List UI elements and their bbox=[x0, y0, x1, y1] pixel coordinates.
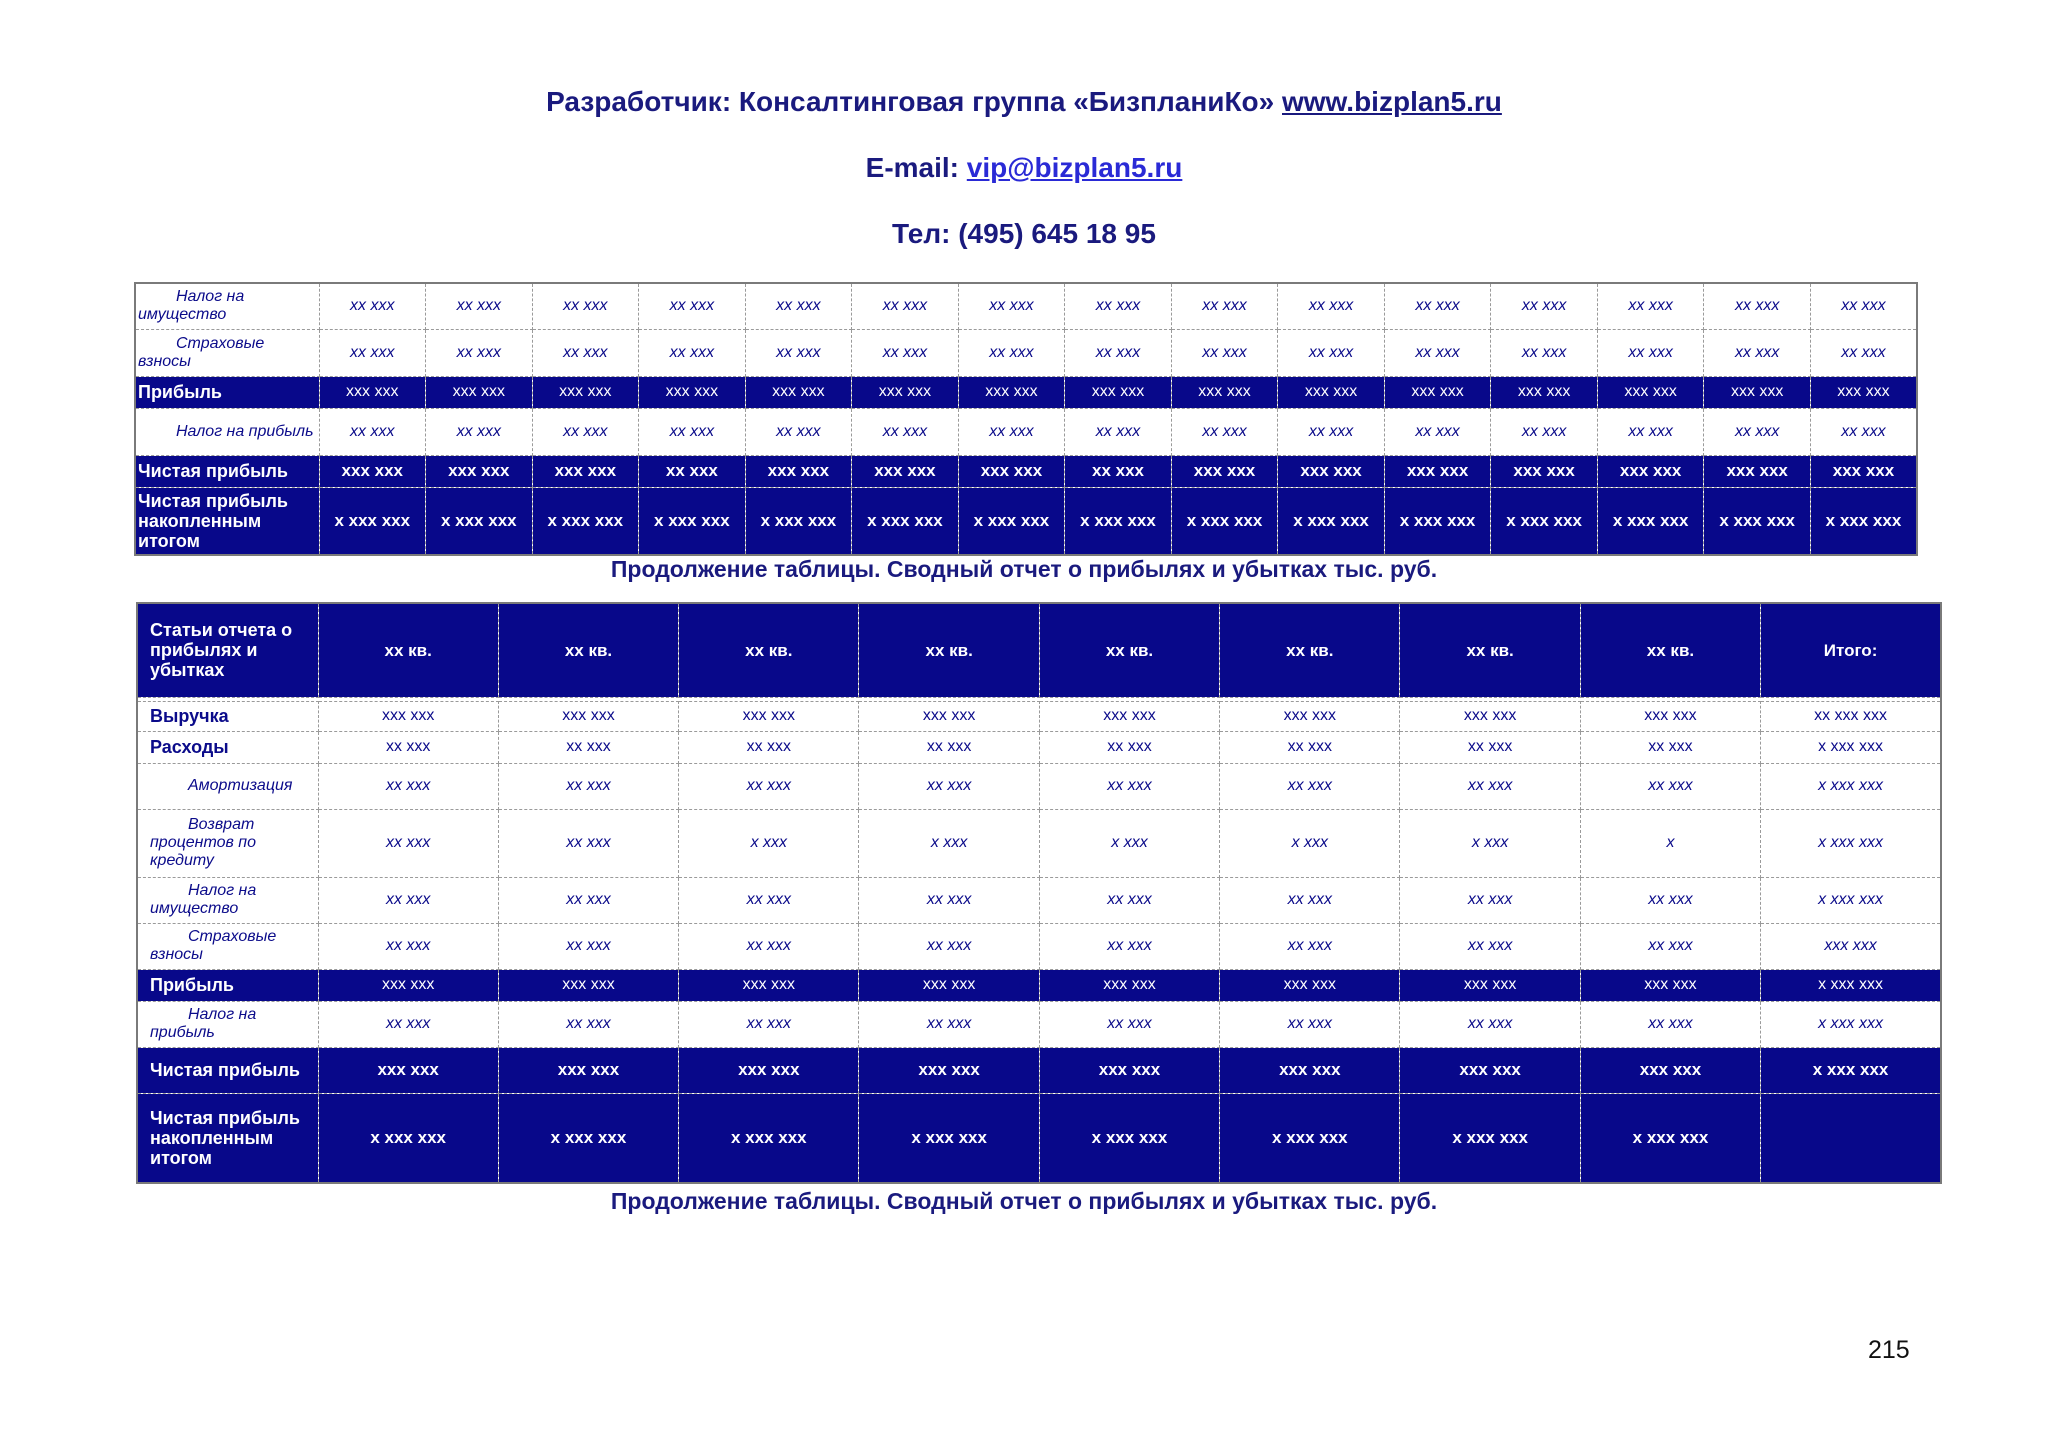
table-cell: xxx xxx bbox=[1491, 376, 1598, 408]
table-row bbox=[135, 455, 1917, 487]
table-cell: xxx xxx bbox=[498, 1047, 678, 1093]
pl-table-part1 bbox=[134, 282, 1918, 556]
table-cell: xx xxx bbox=[1039, 877, 1219, 923]
table-cell: xxx xxx bbox=[745, 376, 852, 408]
developer-line bbox=[0, 86, 2048, 118]
table-cell: x xxx xxx bbox=[1491, 487, 1598, 555]
table-cell: xx xxx bbox=[1597, 408, 1704, 455]
table-cell: xxx xxx bbox=[318, 1047, 498, 1093]
table-cell: xx xxx bbox=[679, 1001, 859, 1047]
table-cell: xxx xxx bbox=[852, 376, 959, 408]
table-row bbox=[137, 1093, 1941, 1183]
table-cell: xxx xxx bbox=[1580, 1047, 1760, 1093]
table-cell: x xxx xxx bbox=[532, 487, 639, 555]
table-cell: xxx xxx bbox=[319, 455, 426, 487]
row-label: Налог на прибыль bbox=[137, 1001, 318, 1047]
table-cell: xx xxx bbox=[679, 731, 859, 763]
table-cell: xx кв. bbox=[498, 603, 678, 697]
table-cell: xx xxx bbox=[1039, 923, 1219, 969]
table-cell: xx xxx bbox=[498, 877, 678, 923]
table-cell: xx xxx bbox=[1220, 923, 1400, 969]
table-cell: xxx xxx bbox=[1171, 455, 1278, 487]
table-cell: xx кв. bbox=[318, 603, 498, 697]
table-cell: xxx xxx bbox=[1039, 969, 1219, 1001]
table-row bbox=[135, 408, 1917, 455]
table-cell: xxx xxx bbox=[679, 969, 859, 1001]
table-cell: xx xxx bbox=[1278, 408, 1385, 455]
table-cell: x xxx xxx bbox=[318, 1093, 498, 1183]
table-cell: xx xxx bbox=[1580, 1001, 1760, 1047]
email-line bbox=[0, 152, 2048, 184]
pl-table-part2 bbox=[136, 602, 1942, 1184]
table-cell: x xxx bbox=[679, 809, 859, 877]
table-cell: xxx xxx bbox=[1400, 701, 1580, 731]
table-cell: x xxx xxx bbox=[1384, 487, 1491, 555]
table-cell: xx xxx bbox=[319, 283, 426, 329]
table-row bbox=[137, 701, 1941, 731]
table-cell: xx xxx bbox=[745, 283, 852, 329]
table-cell: xx xxx bbox=[1039, 731, 1219, 763]
table-cell: x xxx xxx bbox=[1400, 1093, 1580, 1183]
table-cell: xxx xxx bbox=[1039, 701, 1219, 731]
table-cell: xx xxx bbox=[639, 455, 746, 487]
table-cell: xx xxx bbox=[639, 329, 746, 376]
table-cell: xxx xxx bbox=[1384, 455, 1491, 487]
table-cell: xx xxx bbox=[426, 283, 533, 329]
table-cell: x xxx xxx bbox=[1761, 1001, 1941, 1047]
table-cell: xx xxx bbox=[639, 408, 746, 455]
table-cell: xx xxx bbox=[532, 408, 639, 455]
table-cell: x xxx xxx bbox=[1761, 877, 1941, 923]
table-cell: xx xxx bbox=[852, 283, 959, 329]
site-link[interactable]: www.bizplan5.ru bbox=[1282, 86, 1502, 117]
table-cell: xx xxx bbox=[318, 1001, 498, 1047]
row-label: Выручка bbox=[137, 701, 318, 731]
table-row bbox=[137, 763, 1941, 809]
table-cell: xxx xxx bbox=[1491, 455, 1598, 487]
table-cell: xxx xxx bbox=[532, 376, 639, 408]
table-row bbox=[137, 809, 1941, 877]
table-cell: xxx xxx bbox=[498, 701, 678, 731]
table-cell: xx xxx bbox=[1039, 1001, 1219, 1047]
table-cell: xxx xxx bbox=[1278, 455, 1385, 487]
table-cell: xx кв. bbox=[679, 603, 859, 697]
table-header-row bbox=[137, 603, 1941, 697]
table-cell: xx кв. bbox=[859, 603, 1039, 697]
table-cell: xxx xxx bbox=[1704, 376, 1811, 408]
table-cell: x xxx xxx bbox=[1171, 487, 1278, 555]
table-cell: xx xxx bbox=[1580, 877, 1760, 923]
table-cell: xx xxx bbox=[745, 408, 852, 455]
table-cell: xx xxx bbox=[1278, 329, 1385, 376]
table-row bbox=[135, 487, 1917, 555]
table-cell: x xxx xxx bbox=[852, 487, 959, 555]
table-cell: xx кв. bbox=[1220, 603, 1400, 697]
table-cell: xx xxx bbox=[319, 408, 426, 455]
table-caption: Продолжение таблицы. Сводный отчет о прибылях и убытках тыс. руб. bbox=[610, 556, 1438, 582]
table-cell: xx xxx bbox=[1491, 329, 1598, 376]
table-cell: xx xxx bbox=[1704, 329, 1811, 376]
table-cell: xxx xxx bbox=[1384, 376, 1491, 408]
table-cell: xx xxx bbox=[1278, 283, 1385, 329]
table-cell: xxx xxx bbox=[1171, 376, 1278, 408]
row-label: Прибыль bbox=[137, 969, 318, 1001]
table-cell: xxx xxx bbox=[679, 1047, 859, 1093]
table-cell: x xxx xxx bbox=[1278, 487, 1385, 555]
table-cell: xx xxx bbox=[532, 283, 639, 329]
table-cell: xx xxx bbox=[958, 283, 1065, 329]
table-cell: x xxx xxx bbox=[1761, 731, 1941, 763]
table-cell: xxx xxx bbox=[426, 376, 533, 408]
table-row bbox=[137, 1047, 1941, 1093]
table-cell: xxx xxx bbox=[859, 1047, 1039, 1093]
table-cell: x xxx xxx bbox=[639, 487, 746, 555]
email-link[interactable]: vip@bizplan5.ru bbox=[966, 152, 1183, 183]
table-cell: xx xxx bbox=[1220, 1001, 1400, 1047]
table-cell: xx xxx bbox=[498, 923, 678, 969]
table-cell: xx xxx bbox=[318, 877, 498, 923]
table-cell: xxx xxx bbox=[745, 455, 852, 487]
table-cell: xx xxx bbox=[1400, 763, 1580, 809]
table-cell: xx xxx bbox=[1491, 283, 1598, 329]
table-cell: x xxx xxx bbox=[1580, 1093, 1760, 1183]
table-cell: xx xxx bbox=[1065, 408, 1172, 455]
table-cell: xxx xxx bbox=[319, 376, 426, 408]
table-cell: xx xxx bbox=[318, 809, 498, 877]
table-cell: xxx xxx bbox=[958, 376, 1065, 408]
table-cell: xx xxx bbox=[1580, 731, 1760, 763]
table-cell: xx xxx bbox=[1400, 877, 1580, 923]
table-cell: xx xxx bbox=[1810, 329, 1917, 376]
table-cell: xx xxx bbox=[1704, 408, 1811, 455]
table-cell: xx xxx bbox=[859, 763, 1039, 809]
table-cell: x xxx xxx bbox=[1761, 809, 1941, 877]
table-cell: xx xxx bbox=[1171, 283, 1278, 329]
table-row bbox=[137, 1001, 1941, 1047]
row-label: Чистая прибыль накопленным итогом bbox=[137, 1093, 318, 1183]
table-cell: xx xxx bbox=[1065, 455, 1172, 487]
table-cell: xx xxx bbox=[852, 408, 959, 455]
phone-line: Тел: (495) 645 18 95 bbox=[892, 218, 1156, 249]
table-cell: xx кв. bbox=[1039, 603, 1219, 697]
table-cell: xx xxx bbox=[1384, 408, 1491, 455]
table-cell: x xxx xxx bbox=[1597, 487, 1704, 555]
table-cell: xxx xxx bbox=[1400, 969, 1580, 1001]
table-cell: xx xxx bbox=[1220, 877, 1400, 923]
table-cell: xx xxx bbox=[1580, 763, 1760, 809]
table-cell: x xxx xxx bbox=[1761, 969, 1941, 1001]
table-cell: x xxx xxx bbox=[1761, 1047, 1941, 1093]
table-cell: xxx xxx bbox=[679, 701, 859, 731]
table-cell: xx xxx bbox=[859, 923, 1039, 969]
table-cell: x xxx xxx bbox=[1810, 487, 1917, 555]
table-cell: x xxx xxx bbox=[498, 1093, 678, 1183]
page-number: 215 bbox=[1868, 1336, 1910, 1364]
table-cell: Итого: bbox=[1761, 603, 1941, 697]
table-cell: x xxx xxx bbox=[1704, 487, 1811, 555]
table-cell: xx xxx bbox=[1384, 283, 1491, 329]
table-cell: x xxx xxx bbox=[859, 1093, 1039, 1183]
table-cell: xx xxx bbox=[859, 877, 1039, 923]
table-cell bbox=[1761, 1093, 1941, 1183]
table-cell: xxx xxx bbox=[498, 969, 678, 1001]
table-cell: xx xxx bbox=[958, 329, 1065, 376]
table-cell: xx xxx bbox=[1400, 923, 1580, 969]
table-cell: x xxx xxx bbox=[679, 1093, 859, 1183]
table-cell: xx xxx bbox=[1220, 763, 1400, 809]
table-cell: xxx xxx bbox=[1220, 701, 1400, 731]
table-cell: xxx xxx bbox=[1278, 376, 1385, 408]
row-label: Налог на имущество bbox=[135, 283, 319, 329]
table-cell: xxx xxx bbox=[1220, 969, 1400, 1001]
table-cell: xx xxx bbox=[1704, 283, 1811, 329]
table-cell: xx xxx bbox=[498, 1001, 678, 1047]
table-cell: xxx xxx bbox=[1220, 1047, 1400, 1093]
table-cell: xx xxx bbox=[679, 877, 859, 923]
row-label: Прибыль bbox=[135, 376, 319, 408]
email-label: E-mail: bbox=[865, 152, 959, 183]
table-cell: xx xxx bbox=[426, 329, 533, 376]
table-cell: xx xxx bbox=[1597, 283, 1704, 329]
table-cell: xx xxx bbox=[1597, 329, 1704, 376]
table-cell: xx xxx bbox=[1171, 329, 1278, 376]
table-cell: xx xxx bbox=[1039, 763, 1219, 809]
table-cell: xxx xxx bbox=[859, 969, 1039, 1001]
table-cell: xx xxx bbox=[745, 329, 852, 376]
table-row bbox=[135, 376, 1917, 408]
table-cell: x xxx bbox=[1400, 809, 1580, 877]
table-cell: xx xxx bbox=[859, 1001, 1039, 1047]
table-cell: xx xxx bbox=[1400, 1001, 1580, 1047]
table-cell: xx xxx bbox=[1065, 283, 1172, 329]
table-cell: xxx xxx bbox=[1810, 455, 1917, 487]
table-cell: xx xxx bbox=[1220, 731, 1400, 763]
table-caption: Продолжение таблицы. Сводный отчет о прибылях и убытках тыс. руб. bbox=[610, 1188, 1438, 1214]
table-cell: x xxx bbox=[1220, 809, 1400, 877]
table-row bbox=[137, 969, 1941, 1001]
developer-label: Разработчик: Консалтинговая группа «БизпланиКо» bbox=[546, 86, 1275, 117]
table-cell: xxx xxx bbox=[1039, 1047, 1219, 1093]
table-row bbox=[137, 877, 1941, 923]
row-label: Налог на имущество bbox=[137, 877, 318, 923]
table-cell: xx xxx bbox=[498, 731, 678, 763]
table-cell: xxx xxx bbox=[1400, 1047, 1580, 1093]
row-label: Расходы bbox=[137, 731, 318, 763]
table-cell: x xxx xxx bbox=[1220, 1093, 1400, 1183]
row-label: Налог на прибыль bbox=[135, 408, 319, 455]
table-cell: xx кв. bbox=[1400, 603, 1580, 697]
table-cell: x xxx xxx bbox=[958, 487, 1065, 555]
table-row bbox=[135, 283, 1917, 329]
table-cell: xxx xxx bbox=[1580, 701, 1760, 731]
row-label: Страховые взносы bbox=[137, 923, 318, 969]
table-cell: x xxx xxx bbox=[1039, 1093, 1219, 1183]
table-cell: xx xxx bbox=[1400, 731, 1580, 763]
table-cell: xx xxx bbox=[532, 329, 639, 376]
table-cell: xx xxx bbox=[852, 329, 959, 376]
table-cell: xx xxx bbox=[679, 763, 859, 809]
table-cell: xxx xxx bbox=[1704, 455, 1811, 487]
table-cell: x xxx xxx bbox=[745, 487, 852, 555]
row-label: Страховые взносы bbox=[135, 329, 319, 376]
table-cell: x xxx xxx bbox=[1761, 763, 1941, 809]
table-cell: xx xxx bbox=[1491, 408, 1598, 455]
table-cell: xx xxx bbox=[319, 329, 426, 376]
table-cell: xx кв. bbox=[1580, 603, 1760, 697]
row-label: Чистая прибыль bbox=[135, 455, 319, 487]
table-cell: xxx xxx bbox=[1597, 376, 1704, 408]
table-cell: x xxx bbox=[1039, 809, 1219, 877]
table-cell: xx xxx bbox=[859, 731, 1039, 763]
table-cell: xxx xxx bbox=[426, 455, 533, 487]
table-cell: xx xxx bbox=[639, 283, 746, 329]
table-cell: xxx xxx bbox=[958, 455, 1065, 487]
table-row bbox=[137, 923, 1941, 969]
table-cell: xx xxx bbox=[1171, 408, 1278, 455]
row-label: Чистая прибыль накопленным итогом bbox=[135, 487, 319, 555]
table-cell: xx xxx bbox=[318, 731, 498, 763]
table-cell: xx xxx bbox=[958, 408, 1065, 455]
table-cell: xxx xxx bbox=[318, 969, 498, 1001]
table-cell: xx xxx bbox=[1065, 329, 1172, 376]
table-cell: xxx xxx bbox=[859, 701, 1039, 731]
table-cell: xx xxx bbox=[318, 923, 498, 969]
table-cell: x xxx xxx bbox=[1065, 487, 1172, 555]
table-cell: xx xxx bbox=[1810, 283, 1917, 329]
table-cell: xxx xxx bbox=[1597, 455, 1704, 487]
table-cell: xx xxx bbox=[498, 763, 678, 809]
table-cell: xxx xxx bbox=[852, 455, 959, 487]
table-cell: xx xxx bbox=[498, 809, 678, 877]
row-label: Возврат процентов по кредиту bbox=[137, 809, 318, 877]
table-row bbox=[137, 731, 1941, 763]
table-cell: x xxx xxx bbox=[319, 487, 426, 555]
table-cell: xx xxx bbox=[679, 923, 859, 969]
table-cell: xxx xxx bbox=[532, 455, 639, 487]
row-label: Амортизация bbox=[137, 763, 318, 809]
table-cell: xx xxx bbox=[1580, 923, 1760, 969]
table-cell: xxx xxx bbox=[1810, 376, 1917, 408]
row-label: Чистая прибыль bbox=[137, 1047, 318, 1093]
table-cell: xx xxx bbox=[318, 763, 498, 809]
table-cell: xx xxx xxx bbox=[1761, 701, 1941, 731]
table-cell: xxx xxx bbox=[1580, 969, 1760, 1001]
row-label: Статьи отчета о прибылях и убытках bbox=[137, 603, 318, 697]
table-cell: x xxx bbox=[859, 809, 1039, 877]
table-cell: xx xxx bbox=[1810, 408, 1917, 455]
table-cell: x bbox=[1580, 809, 1760, 877]
table-cell: xxx xxx bbox=[318, 701, 498, 731]
table-cell: xx xxx bbox=[1384, 329, 1491, 376]
table-cell: xxx xxx bbox=[639, 376, 746, 408]
table-cell: xxx xxx bbox=[1761, 923, 1941, 969]
table-cell: xx xxx bbox=[426, 408, 533, 455]
table-row bbox=[135, 329, 1917, 376]
table-cell: x xxx xxx bbox=[426, 487, 533, 555]
table-cell: xxx xxx bbox=[1065, 376, 1172, 408]
